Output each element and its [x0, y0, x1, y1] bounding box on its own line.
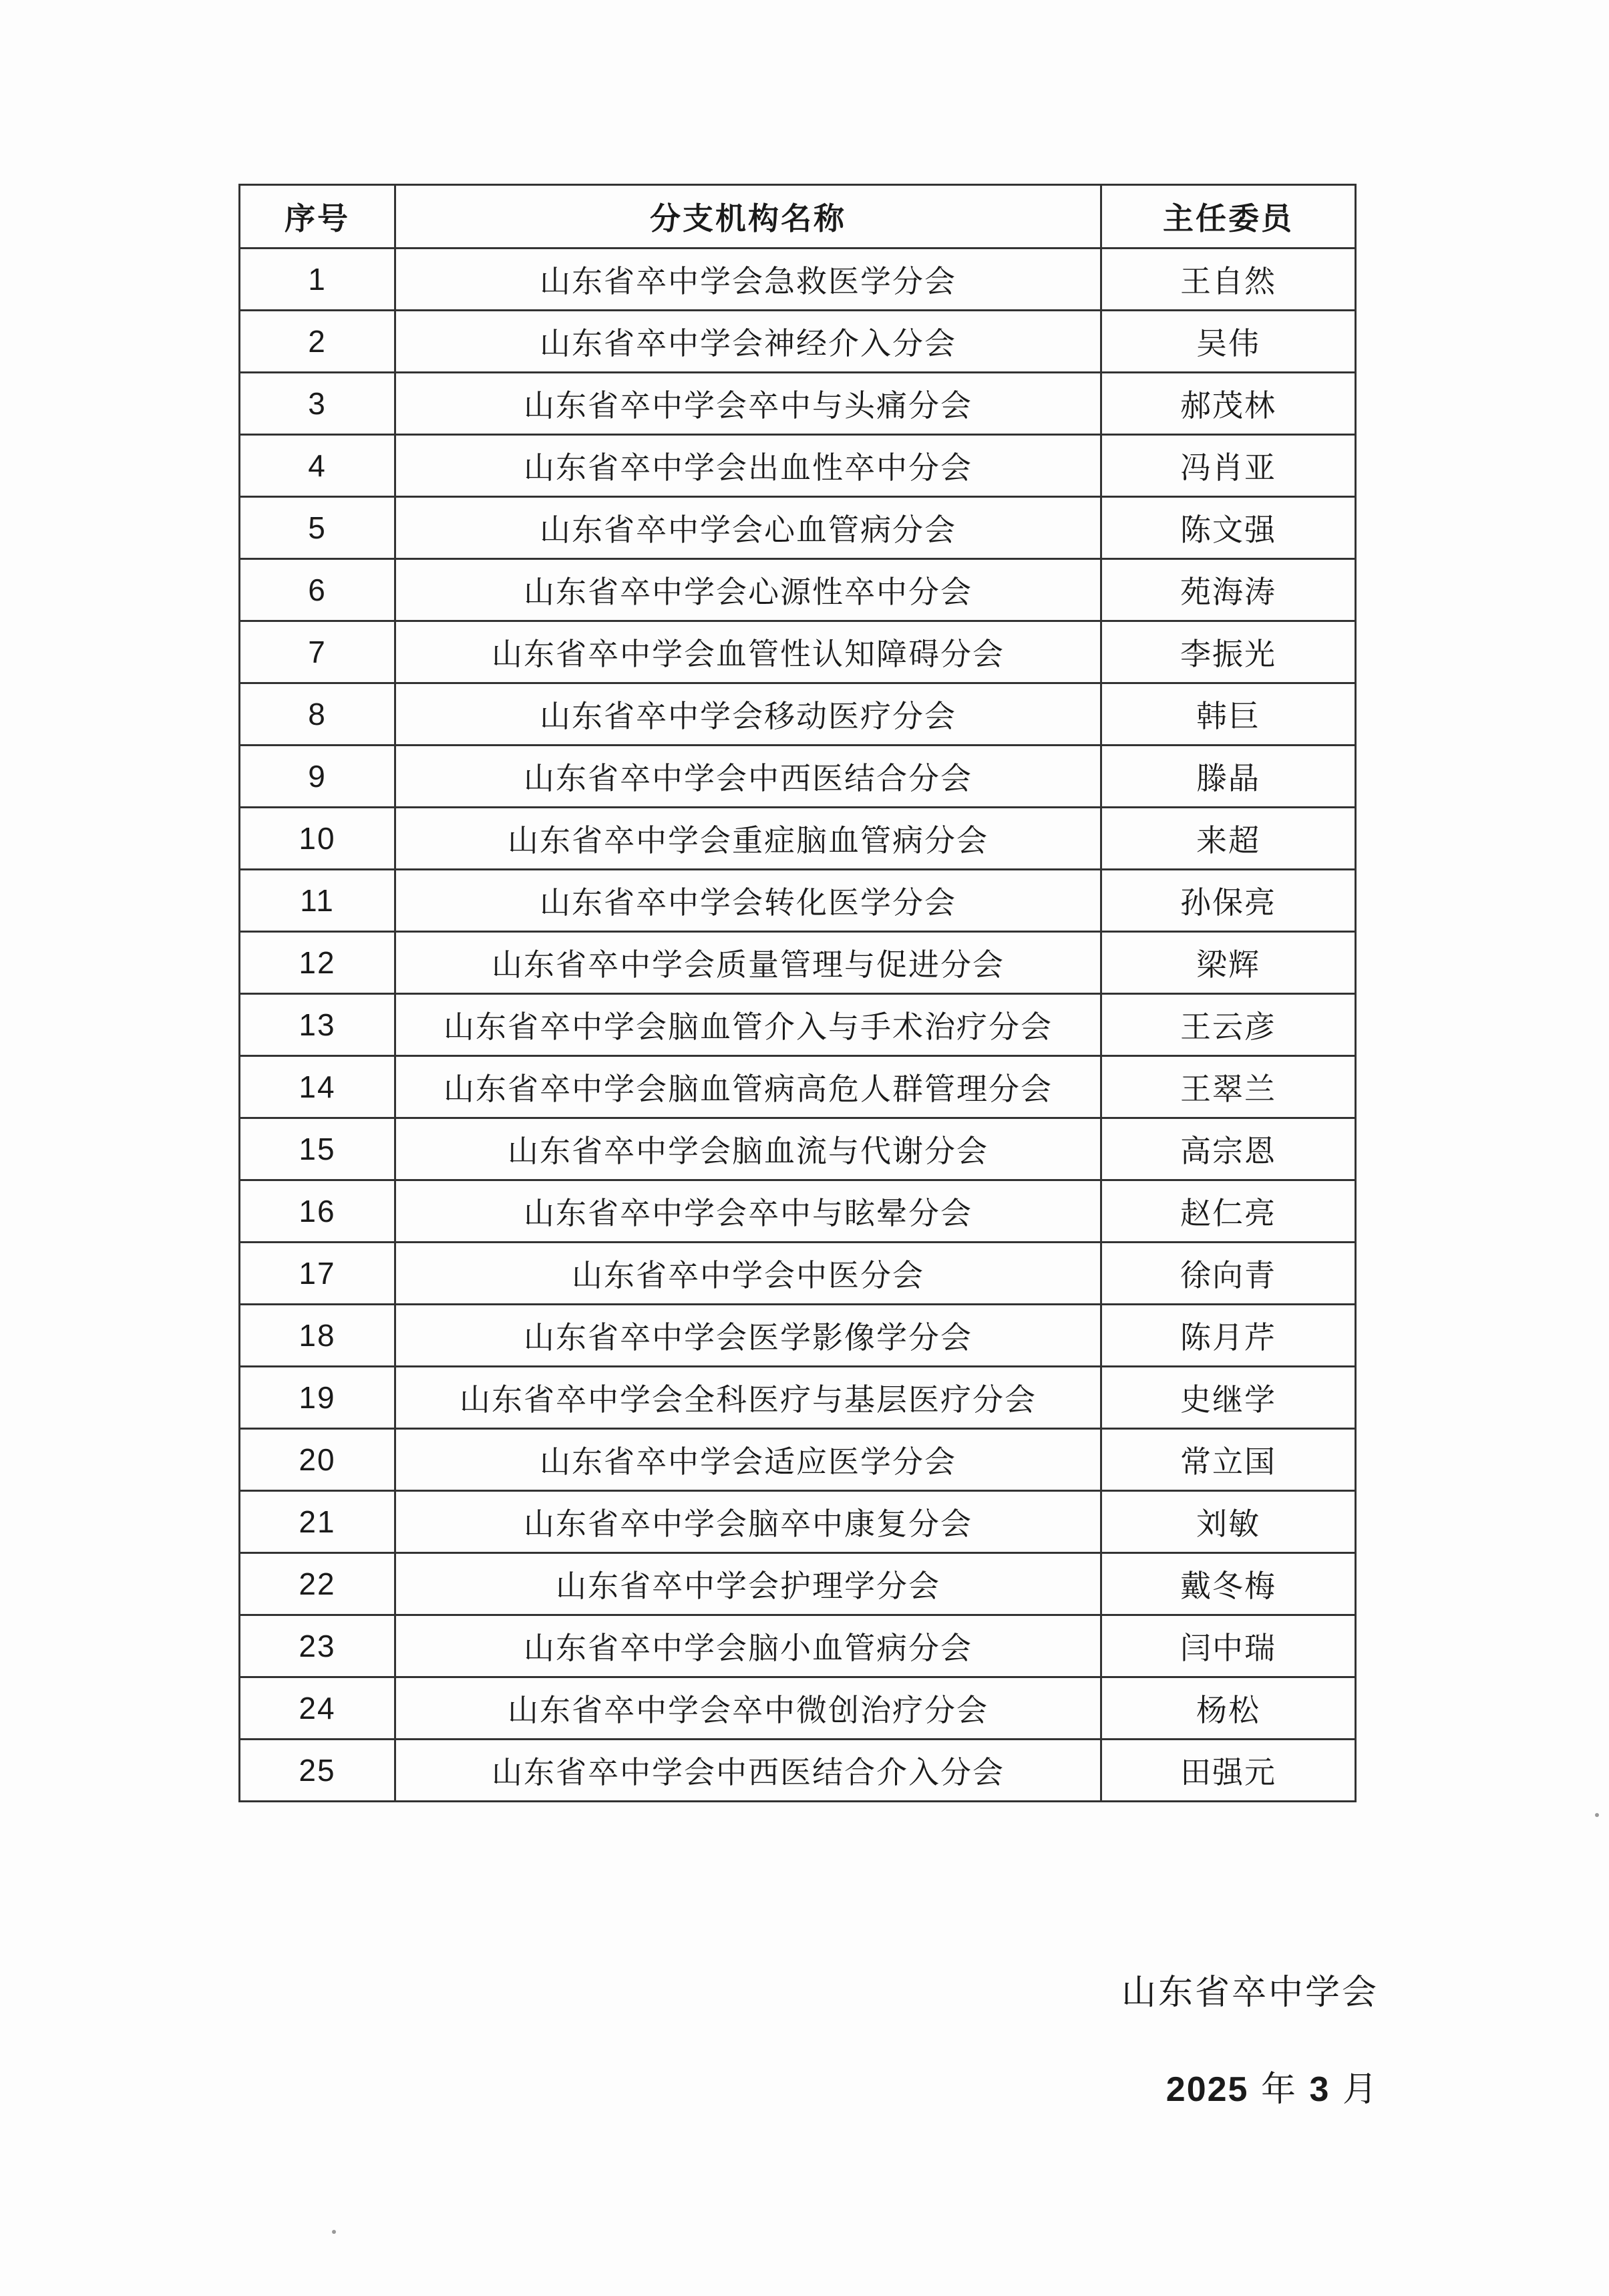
- row-number: 11: [240, 870, 395, 932]
- table-row: [240, 746, 1356, 808]
- row-chair: 王翠兰: [1101, 1056, 1356, 1118]
- row-number: 24: [240, 1677, 395, 1740]
- signature-month: 3: [1309, 2070, 1330, 2109]
- table-row: [240, 373, 1356, 435]
- row-chair: 郝茂林: [1101, 373, 1356, 435]
- table-row: [240, 1429, 1356, 1491]
- row-number: 6: [240, 559, 395, 621]
- table-row: [240, 311, 1356, 373]
- table-row: [240, 1056, 1356, 1118]
- row-branch-name: 山东省卒中学会心血管病分会: [395, 497, 1101, 559]
- row-branch-name: 山东省卒中学会医学影像学分会: [395, 1305, 1101, 1367]
- row-chair: 史继学: [1101, 1367, 1356, 1429]
- row-chair: 孙保亮: [1101, 870, 1356, 932]
- row-number: 25: [240, 1740, 395, 1802]
- row-number: 2: [240, 311, 395, 373]
- row-number: 22: [240, 1553, 395, 1615]
- row-chair: 田强元: [1101, 1740, 1356, 1802]
- row-branch-name: 山东省卒中学会脑血管介入与手术治疗分会: [395, 994, 1101, 1056]
- table-row: [240, 994, 1356, 1056]
- row-branch-name: 山东省卒中学会移动医疗分会: [395, 683, 1101, 746]
- table-row: [240, 1305, 1356, 1367]
- row-branch-name: 山东省卒中学会血管性认知障碍分会: [395, 621, 1101, 683]
- table-row: [240, 683, 1356, 746]
- row-chair: 李振光: [1101, 621, 1356, 683]
- header-branch-name: 分支机构名称: [395, 185, 1101, 249]
- row-number: 10: [240, 808, 395, 870]
- table-row: [240, 249, 1356, 311]
- row-branch-name: 山东省卒中学会中西医结合介入分会: [395, 1740, 1101, 1802]
- row-number: 14: [240, 1056, 395, 1118]
- table-row: [240, 1491, 1356, 1553]
- signature-block: [1121, 1964, 1379, 2111]
- row-branch-name: 山东省卒中学会脑卒中康复分会: [395, 1491, 1101, 1553]
- row-branch-name: 山东省卒中学会心源性卒中分会: [395, 559, 1101, 621]
- table-row: [240, 559, 1356, 621]
- row-number: 7: [240, 621, 395, 683]
- row-number: 9: [240, 746, 395, 808]
- row-branch-name: 山东省卒中学会脑小血管病分会: [395, 1615, 1101, 1677]
- scan-speck: [1595, 1813, 1599, 1817]
- table-row: [240, 1740, 1356, 1802]
- row-chair: 陈文强: [1101, 497, 1356, 559]
- row-chair: 滕晶: [1101, 746, 1356, 808]
- table-row: [240, 1553, 1356, 1615]
- row-chair: 常立国: [1101, 1429, 1356, 1491]
- row-branch-name: 山东省卒中学会急救医学分会: [395, 249, 1101, 311]
- table-header: [240, 185, 1356, 249]
- row-chair: 杨松: [1101, 1677, 1356, 1740]
- row-chair: 徐向青: [1101, 1243, 1356, 1305]
- row-chair: 王云彦: [1101, 994, 1356, 1056]
- row-number: 21: [240, 1491, 395, 1553]
- row-branch-name: 山东省卒中学会质量管理与促进分会: [395, 932, 1101, 994]
- row-number: 23: [240, 1615, 395, 1677]
- signature-month-suffix: 月: [1330, 2070, 1379, 2110]
- row-chair: 梁辉: [1101, 932, 1356, 994]
- table-row: [240, 497, 1356, 559]
- row-number: 18: [240, 1305, 395, 1367]
- scan-speck: [332, 2230, 336, 2234]
- header-chair: 主任委员: [1101, 185, 1356, 249]
- table-body: [240, 249, 1356, 1802]
- table-row: [240, 1118, 1356, 1180]
- row-branch-name: 山东省卒中学会神经介入分会: [395, 311, 1101, 373]
- row-branch-name: 山东省卒中学会护理学分会: [395, 1553, 1101, 1615]
- signature-date: [1121, 2061, 1379, 2111]
- row-number: 16: [240, 1180, 395, 1243]
- table-row: [240, 1180, 1356, 1243]
- row-branch-name: 山东省卒中学会转化医学分会: [395, 870, 1101, 932]
- table-row: [240, 621, 1356, 683]
- row-number: 1: [240, 249, 395, 311]
- header-row: [240, 185, 1356, 249]
- row-number: 8: [240, 683, 395, 746]
- table-row: [240, 435, 1356, 497]
- signature-year-suffix: 年: [1248, 2070, 1310, 2110]
- header-number: 序号: [240, 185, 395, 249]
- table-row: [240, 1615, 1356, 1677]
- signature-organization: 山东省卒中学会: [1121, 1973, 1379, 2013]
- row-chair: 来超: [1101, 808, 1356, 870]
- table-row: [240, 932, 1356, 994]
- table-row: [240, 1677, 1356, 1740]
- table-row: [240, 1367, 1356, 1429]
- row-chair: 高宗恩: [1101, 1118, 1356, 1180]
- row-branch-name: 山东省卒中学会中医分会: [395, 1243, 1101, 1305]
- row-number: 15: [240, 1118, 395, 1180]
- row-number: 19: [240, 1367, 395, 1429]
- row-branch-name: 山东省卒中学会适应医学分会: [395, 1429, 1101, 1491]
- row-chair: 赵仁亮: [1101, 1180, 1356, 1243]
- row-branch-name: 山东省卒中学会出血性卒中分会: [395, 435, 1101, 497]
- row-branch-name: 山东省卒中学会全科医疗与基层医疗分会: [395, 1367, 1101, 1429]
- row-chair: 王自然: [1101, 249, 1356, 311]
- row-number: 20: [240, 1429, 395, 1491]
- row-branch-name: 山东省卒中学会卒中与眩晕分会: [395, 1180, 1101, 1243]
- signature-year: 2025: [1166, 2070, 1249, 2109]
- row-number: 4: [240, 435, 395, 497]
- row-chair: 冯肖亚: [1101, 435, 1356, 497]
- row-branch-name: 山东省卒中学会重症脑血管病分会: [395, 808, 1101, 870]
- row-number: 13: [240, 994, 395, 1056]
- row-chair: 陈月芹: [1101, 1305, 1356, 1367]
- row-chair: 韩巨: [1101, 683, 1356, 746]
- row-chair: 刘敏: [1101, 1491, 1356, 1553]
- row-number: 5: [240, 497, 395, 559]
- row-branch-name: 山东省卒中学会脑血流与代谢分会: [395, 1118, 1101, 1180]
- row-branch-name: 山东省卒中学会中西医结合分会: [395, 746, 1101, 808]
- row-chair: 闫中瑞: [1101, 1615, 1356, 1677]
- row-branch-name: 山东省卒中学会卒中微创治疗分会: [395, 1677, 1101, 1740]
- row-chair: 戴冬梅: [1101, 1553, 1356, 1615]
- row-number: 3: [240, 373, 395, 435]
- row-branch-name: 山东省卒中学会脑血管病高危人群管理分会: [395, 1056, 1101, 1118]
- row-branch-name: 山东省卒中学会卒中与头痛分会: [395, 373, 1101, 435]
- row-number: 12: [240, 932, 395, 994]
- table-row: [240, 870, 1356, 932]
- table-row: [240, 808, 1356, 870]
- row-chair: 吴伟: [1101, 311, 1356, 373]
- table-row: [240, 1243, 1356, 1305]
- row-chair: 苑海涛: [1101, 559, 1356, 621]
- branch-table: [238, 184, 1357, 1802]
- row-number: 17: [240, 1243, 395, 1305]
